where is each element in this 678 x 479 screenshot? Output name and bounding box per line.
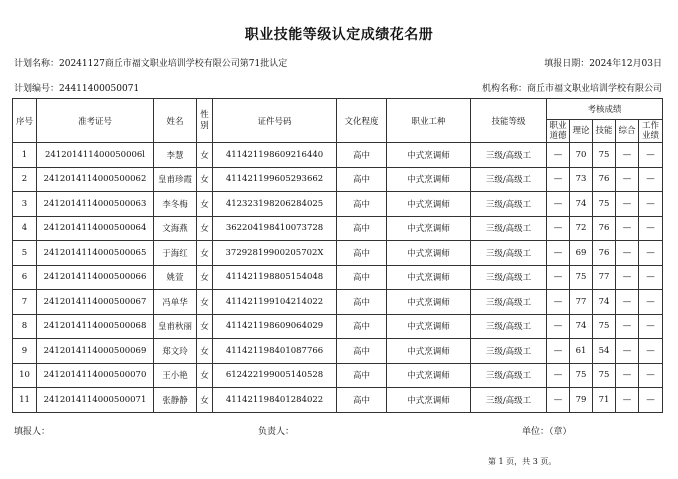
cell-skill: 77 <box>593 265 616 290</box>
cell-id-no: 362204198410073728 <box>213 216 337 241</box>
cell-work-perf: — <box>639 265 663 290</box>
cell-gender: 女 <box>197 192 213 217</box>
cell-gender: 女 <box>197 167 213 192</box>
cell-name: 皇甫秋丽 <box>154 314 197 339</box>
cell-ethics: — <box>547 167 570 192</box>
cell-exam-no: 2412014114000500068 <box>37 314 154 339</box>
cell-seq: 7 <box>13 290 37 315</box>
cell-work-perf: — <box>639 241 663 266</box>
page-indicator: 第 1 页，共 3 页。 <box>488 457 557 466</box>
cell-skill: 54 <box>593 339 616 364</box>
cell-theory: 72 <box>570 216 593 241</box>
cell-seq: 2 <box>13 167 37 192</box>
cell-theory: 73 <box>570 167 593 192</box>
cell-comprehensive: — <box>616 339 639 364</box>
cell-education: 高中 <box>337 388 387 413</box>
cell-occupation: 中式烹调师 <box>387 388 471 413</box>
cell-exam-no: 2412014114000500071 <box>37 388 154 413</box>
cell-theory: 70 <box>570 143 593 168</box>
cell-id-no: 411421199104214022 <box>213 290 337 315</box>
cell-education: 高中 <box>337 265 387 290</box>
header-name: 姓名 <box>154 99 197 143</box>
cell-comprehensive: — <box>616 314 639 339</box>
header-gender: 性别 <box>197 99 213 143</box>
cell-theory: 77 <box>570 290 593 315</box>
score-roster-table <box>12 98 663 413</box>
header-scores: 考核成绩 <box>547 99 663 120</box>
table-row <box>13 241 663 266</box>
cell-education: 高中 <box>337 339 387 364</box>
cell-level: 三级/高级工 <box>471 314 547 339</box>
cell-comprehensive: — <box>616 388 639 413</box>
header-exam-no: 准考证号 <box>37 99 154 143</box>
cell-comprehensive: — <box>616 241 639 266</box>
cell-skill: 75 <box>593 363 616 388</box>
cell-skill: 76 <box>593 216 616 241</box>
cell-gender: 女 <box>197 314 213 339</box>
cell-exam-no: 2412014114000500069 <box>37 339 154 364</box>
cell-ethics: — <box>547 216 570 241</box>
cell-exam-no: 2412014114000500065 <box>37 241 154 266</box>
cell-ethics: — <box>547 388 570 413</box>
cell-seq: 10 <box>13 363 37 388</box>
cell-level: 三级/高级工 <box>471 192 547 217</box>
table-row <box>13 388 663 413</box>
cell-seq: 5 <box>13 241 37 266</box>
cell-id-no: 411421198401284022 <box>213 388 337 413</box>
cell-gender: 女 <box>197 339 213 364</box>
cell-work-perf: — <box>639 314 663 339</box>
cell-skill: 71 <box>593 388 616 413</box>
organization-name: 机构名称：商丘市福文职业培训学校有限公司 <box>481 84 662 94</box>
header-comprehensive: 综合 <box>616 120 639 143</box>
cell-exam-no: 2412014114000500070 <box>37 363 154 388</box>
meta-row-1 <box>14 56 662 69</box>
cell-seq: 11 <box>13 388 37 413</box>
cell-exam-no: 2412014114000500064 <box>37 216 154 241</box>
cell-education: 高中 <box>337 363 387 388</box>
cell-theory: 74 <box>570 192 593 217</box>
table-row <box>13 314 663 339</box>
cell-skill: 76 <box>593 241 616 266</box>
cell-skill: 75 <box>593 192 616 217</box>
cell-skill: 76 <box>593 167 616 192</box>
cell-level: 三级/高级工 <box>471 241 547 266</box>
cell-theory: 69 <box>570 241 593 266</box>
cell-work-perf: — <box>639 363 663 388</box>
header-theory: 理论 <box>570 120 593 143</box>
cell-seq: 6 <box>13 265 37 290</box>
cell-education: 高中 <box>337 241 387 266</box>
cell-level: 三级/高级工 <box>471 339 547 364</box>
cell-id-no: 411421198609064029 <box>213 314 337 339</box>
cell-level: 三级/高级工 <box>471 265 547 290</box>
cell-work-perf: — <box>639 143 663 168</box>
cell-id-no: 411421199605293662 <box>213 167 337 192</box>
cell-skill: 75 <box>593 143 616 168</box>
cell-ethics: — <box>547 265 570 290</box>
cell-ethics: — <box>547 363 570 388</box>
plan-number: 计划编号：24411400050071 <box>14 84 140 94</box>
cell-gender: 女 <box>197 363 213 388</box>
table-row <box>13 339 663 364</box>
cell-id-no: 412323198206284025 <box>213 192 337 217</box>
cell-occupation: 中式烹调师 <box>387 167 471 192</box>
cell-exam-no: 2412014114000500066 <box>37 265 154 290</box>
cell-gender: 女 <box>197 290 213 315</box>
cell-id-no: 411421198609216440 <box>213 143 337 168</box>
cell-education: 高中 <box>337 143 387 168</box>
meta-row-2 <box>14 81 662 94</box>
cell-level: 三级/高级工 <box>471 167 547 192</box>
cell-comprehensive: — <box>616 265 639 290</box>
cell-comprehensive: — <box>616 167 639 192</box>
header-level: 技能等级 <box>471 99 547 143</box>
cell-name: 李冬梅 <box>154 192 197 217</box>
cell-comprehensive: — <box>616 363 639 388</box>
cell-ethics: — <box>547 241 570 266</box>
cell-comprehensive: — <box>616 290 639 315</box>
cell-exam-no: 2412014114000500067 <box>37 290 154 315</box>
cell-comprehensive: — <box>616 192 639 217</box>
cell-seq: 1 <box>13 143 37 168</box>
cell-gender: 女 <box>197 265 213 290</box>
cell-skill: 74 <box>593 290 616 315</box>
header-education: 文化程度 <box>337 99 387 143</box>
cell-occupation: 中式烹调师 <box>387 192 471 217</box>
cell-occupation: 中式烹调师 <box>387 363 471 388</box>
cell-occupation: 中式烹调师 <box>387 290 471 315</box>
cell-work-perf: — <box>639 339 663 364</box>
header-ethics: 职业道德 <box>547 120 570 143</box>
table-row <box>13 143 663 168</box>
cell-id-no: 411421198401087766 <box>213 339 337 364</box>
cell-seq: 4 <box>13 216 37 241</box>
table-row <box>13 265 663 290</box>
cell-theory: 74 <box>570 314 593 339</box>
cell-id-no: 37292819900205702X <box>213 241 337 266</box>
leader-label: 负责人： <box>258 427 295 437</box>
cell-education: 高中 <box>337 314 387 339</box>
cell-theory: 75 <box>570 363 593 388</box>
unit-stamp-label: 单位：（章） <box>522 427 572 437</box>
cell-gender: 女 <box>197 216 213 241</box>
cell-id-no: 612422199005140528 <box>213 363 337 388</box>
cell-gender: 女 <box>197 143 213 168</box>
cell-occupation: 中式烹调师 <box>387 241 471 266</box>
cell-level: 三级/高级工 <box>471 363 547 388</box>
cell-gender: 女 <box>197 241 213 266</box>
cell-name: 姚萱 <box>154 265 197 290</box>
cell-education: 高中 <box>337 167 387 192</box>
cell-education: 高中 <box>337 216 387 241</box>
cell-seq: 8 <box>13 314 37 339</box>
cell-skill: 75 <box>593 314 616 339</box>
plan-name: 计划名称：20241127商丘市福文职业培训学校有限公司第71批认定 <box>14 59 288 69</box>
cell-level: 三级/高级工 <box>471 290 547 315</box>
cell-ethics: — <box>547 339 570 364</box>
cell-work-perf: — <box>639 290 663 315</box>
cell-name: 郑文玲 <box>154 339 197 364</box>
cell-work-perf: — <box>639 192 663 217</box>
header-id-no: 证件号码 <box>213 99 337 143</box>
table-row <box>13 290 663 315</box>
header-seq: 序号 <box>13 99 37 143</box>
cell-level: 三级/高级工 <box>471 216 547 241</box>
header-occupation: 职业工种 <box>387 99 471 143</box>
cell-theory: 79 <box>570 388 593 413</box>
cell-level: 三级/高级工 <box>471 143 547 168</box>
cell-education: 高中 <box>337 290 387 315</box>
cell-occupation: 中式烹调师 <box>387 216 471 241</box>
cell-occupation: 中式烹调师 <box>387 339 471 364</box>
cell-ethics: — <box>547 314 570 339</box>
cell-seq: 3 <box>13 192 37 217</box>
cell-comprehensive: — <box>616 143 639 168</box>
table-row <box>13 167 663 192</box>
cell-name: 文海燕 <box>154 216 197 241</box>
roster-body <box>13 143 663 413</box>
table-row <box>13 363 663 388</box>
cell-name: 冯单华 <box>154 290 197 315</box>
cell-gender: 女 <box>197 388 213 413</box>
cell-name: 李慧 <box>154 143 197 168</box>
cell-theory: 75 <box>570 265 593 290</box>
cell-work-perf: — <box>639 167 663 192</box>
cell-name: 张静静 <box>154 388 197 413</box>
cell-ethics: — <box>547 143 570 168</box>
document-title: 职业技能等级认定成绩花名册 <box>244 27 434 43</box>
cell-ethics: — <box>547 290 570 315</box>
cell-level: 三级/高级工 <box>471 388 547 413</box>
cell-comprehensive: — <box>616 216 639 241</box>
cell-work-perf: — <box>639 216 663 241</box>
fill-date: 填报日期：2024年12月03日 <box>544 59 662 69</box>
cell-exam-no: 2412014114000500063 <box>37 192 154 217</box>
cell-exam-no: 241201411400050006l <box>37 143 154 168</box>
cell-name: 王小艳 <box>154 363 197 388</box>
reporter-label: 填报人： <box>14 427 51 437</box>
cell-seq: 9 <box>13 339 37 364</box>
table-row <box>13 192 663 217</box>
cell-theory: 61 <box>570 339 593 364</box>
cell-occupation: 中式烹调师 <box>387 265 471 290</box>
cell-work-perf: — <box>639 388 663 413</box>
cell-education: 高中 <box>337 192 387 217</box>
cell-occupation: 中式烹调师 <box>387 143 471 168</box>
cell-exam-no: 2412014114000500062 <box>37 167 154 192</box>
cell-id-no: 411421198805154048 <box>213 265 337 290</box>
header-skill: 技能 <box>593 120 616 143</box>
cell-ethics: — <box>547 192 570 217</box>
cell-name: 皇甫珍霞 <box>154 167 197 192</box>
cell-name: 于海红 <box>154 241 197 266</box>
table-row <box>13 216 663 241</box>
cell-occupation: 中式烹调师 <box>387 314 471 339</box>
header-work-performance: 工作业绩 <box>639 120 663 143</box>
